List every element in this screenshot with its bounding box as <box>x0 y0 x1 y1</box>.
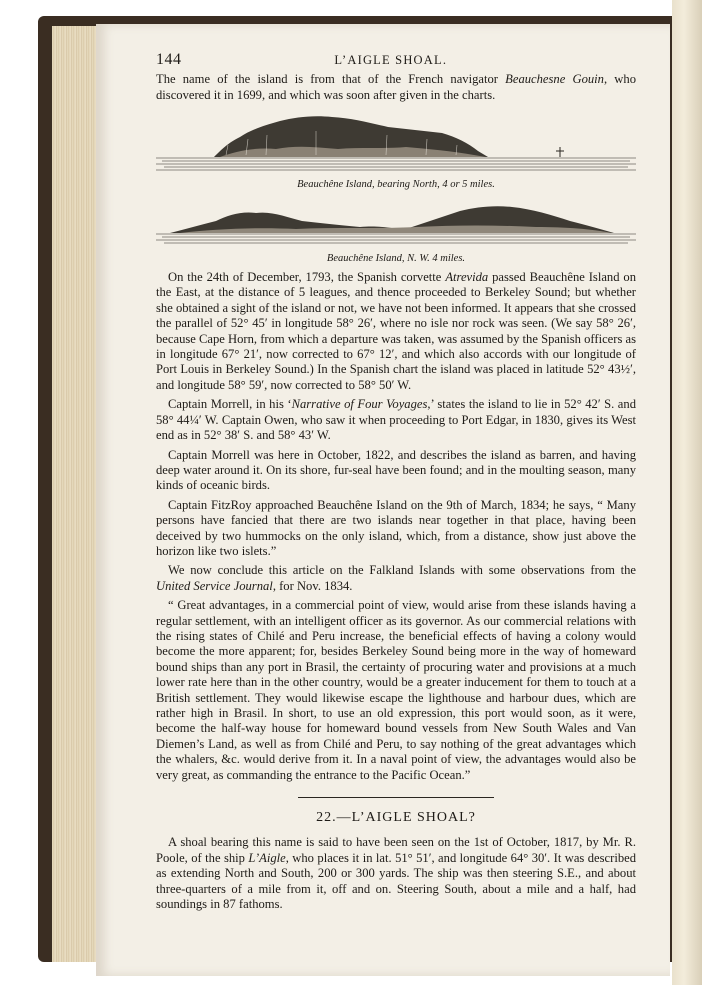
island-northwest-illustration <box>156 199 636 249</box>
navigator-name: Beauchesne Gouin <box>505 72 604 87</box>
page-edges-left <box>52 26 102 962</box>
running-head: L’AIGLE SHOAL. <box>334 53 448 67</box>
section-divider <box>298 797 494 798</box>
figure-caption-north: Beauchêne Island, bearing North, 4 or 5 miles. <box>297 179 495 191</box>
island-engraving-northwest <box>156 199 636 266</box>
paragraph-morrell-visit: Captain Morrell was here in October, 1822, and describes the island as barren, and having deep water around it. On its shore, fur-seal have been found; and in the moulting season, many kinds of oceanic birds. <box>156 447 636 493</box>
paragraph-atrevida: On the 24th of December, 1793, the Spanish corvette Atrevida passed Beauchêne Island on the East, at the distance of 5 leagues, and thence proceeded to Berkeley Sound; but whether she obtained a sight of the island or not, we have not been informed. It appears that she crossed the parallel of 52° 45′ in longitude 58° 26′, where no isle nor rock was seen. (We say 58° 26′, because Cape Horn, from which a departure was taken, was assumed by the Spanish officers as in longitude 67° 21′, now corrected to 67° 12′, and which also accords with our longitude of Port Louis in Berkeley Sound.) In the Spanish chart the island was placed in latitude 52° 43½′, and longitude 58° 59′, now corrected to 58° 50′ W. <box>156 270 637 392</box>
page-content <box>156 52 636 916</box>
section-heading: 22.—L’AIGLE SHOAL? <box>316 810 476 826</box>
page-number: 144 <box>156 51 182 68</box>
intro-paragraph: The name of the island is from that of the French navigator Beauchesne Gouin, who discovered it in 1699, and which was soon after given in the charts. <box>156 72 636 102</box>
figure-caption-northwest: Beauchêne Island, N. W. 4 miles. <box>326 252 466 264</box>
facing-page-edge <box>672 0 702 985</box>
paragraph-morrell-position: Captain Morrell, in his ‘Narrative of Four Voyages,’ states the island to lie in 52° 42′ S. and 58° 44¼′ W. Captain Owen, who saw it when proceeding to Port Edgar, in 1830, gives its West end as in 52° 38′ S. and 58° 43′ W. <box>156 397 636 443</box>
paragraph-conclusion: We now conclude this article on the Falkland Islands with some observations from the United Service Journal, for Nov. 1834. <box>156 563 636 593</box>
paragraph-shoal: A shoal bearing this name is said to have been seen on the 1st of October, 1817, by Mr. R. Poole, of the ship L’Aigle, who places it in lat. 51° 51′, and longitude 64° 30′. It was described as extending North and South, 200 or 300 yards. The ship was then steering S.E., and about three-quarters of a mile from it, off and on. Steering South, about a mile and a half, had soundings in 87 fathoms. <box>156 835 636 912</box>
page-header <box>156 52 636 68</box>
paragraph-fitzroy: Captain FitzRoy approached Beauchêne Island on the 9th of March, 1834; he says, “ Many persons have fancied that there are two islands near together in that place, having been deceived by two hummocks on the only island, which, from a distance, show just above the horizon like two islets.” <box>156 497 636 558</box>
island-north-illustration <box>156 109 636 175</box>
book-page <box>96 24 670 976</box>
island-engraving-north <box>156 109 636 192</box>
paragraph-quotation: “ Great advantages, in a commercial point of view, would arise from these islands having a regular settlement, with an intelligent officer as its governor. As our commercial relations with the rising states of Chilé and Peru increase, the beneficial effects of having a colony would become the more apparent; for, besides Berkeley Sound being more in the way of homeward bound ships than any port in Brasil, the certainty of procuring water and provisions at a much lower rate here than in the other country, would be a greater inducement for them to touch at a British settlement. They would likewise escape the lighthouse and harbour dues, which are rather high in Brasil. In short, to use an old expression, this port would soon, as it were, become the half-way house for homeward bound vessels from New South Wales and Van Diemen’s Land, as well as from Chilé and Peru, to say nothing of the great advantages which the whalers, &c. would derive from it. In a naval point of view, the advantages would also be very great, as commanding the entrance to the Pacific Ocean.” <box>156 598 636 782</box>
